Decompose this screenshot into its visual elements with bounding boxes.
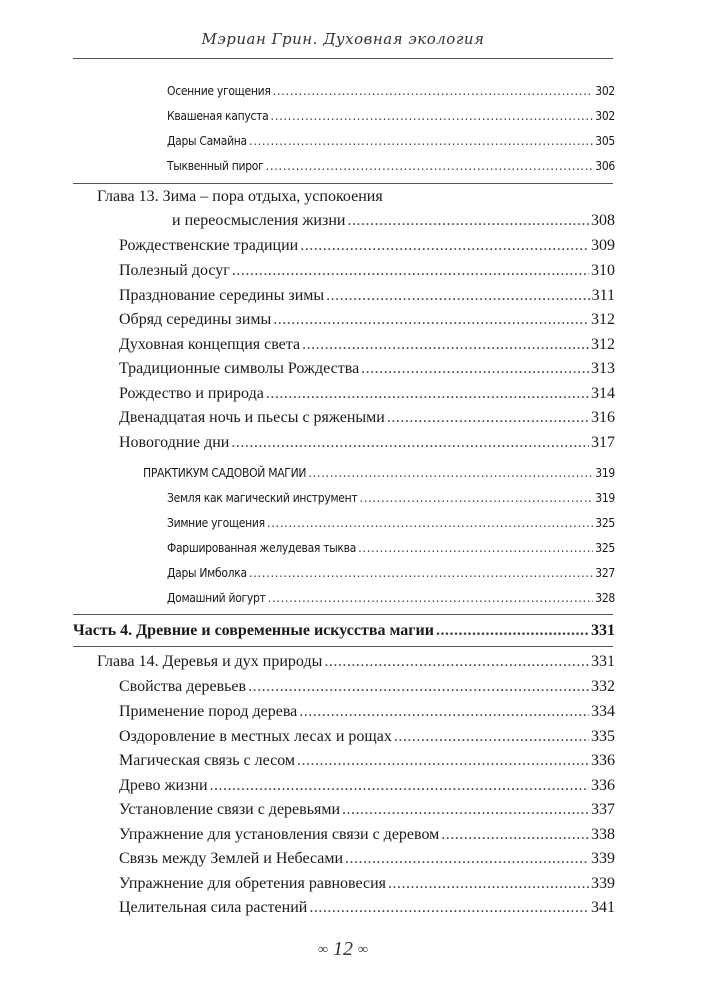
toc-entry-title: Дары Имболка: [167, 566, 247, 580]
toc-entry-title: Дары Самайна: [167, 134, 247, 148]
section-divider: [73, 646, 613, 647]
toc-entry-page: 302: [595, 109, 615, 123]
dot-leader: [359, 491, 593, 505]
toc-entry[interactable]: [119, 703, 615, 721]
toc-entry[interactable]: [167, 566, 615, 580]
toc-entry[interactable]: [119, 899, 615, 917]
toc-entry[interactable]: [119, 287, 615, 305]
toc-entry-title: Квашеная капуста: [167, 109, 269, 123]
toc-entry[interactable]: [119, 850, 615, 868]
dot-leader: [232, 262, 589, 280]
toc-entry-title: Рождество и природа: [119, 385, 264, 402]
toc-entry-page: 338: [591, 826, 615, 843]
toc-entry-title: Зимние угощения: [167, 516, 265, 530]
toc-entry-page: 327: [595, 566, 615, 580]
toc-entry[interactable]: [119, 409, 615, 427]
toc-entry[interactable]: [167, 159, 615, 173]
toc-entry-page: 319: [595, 491, 615, 505]
toc-entry-page: 308: [591, 212, 615, 229]
toc-entry-title: Магическая связь с лесом: [119, 752, 296, 769]
toc-entry[interactable]: [119, 752, 615, 770]
dot-leader: [394, 728, 589, 746]
dot-leader: [266, 385, 589, 403]
toc-entry-title: Применение пород дерева: [119, 703, 298, 720]
dot-leader: [300, 237, 589, 255]
toc-entry-page: 316: [591, 409, 615, 426]
toc-entry-title: Оздоровление в местных лесах и рощах: [119, 728, 392, 745]
part-heading[interactable]: [73, 622, 615, 640]
toc-entry-title: Празднование середины зимы: [119, 287, 325, 304]
dot-leader: [249, 566, 594, 580]
page-number: 12: [333, 938, 353, 960]
dot-leader: [297, 752, 589, 770]
toc-entry-title: Фаршированная желудевая тыква: [167, 541, 357, 555]
toc-entry-page: 337: [591, 801, 615, 818]
toc-entry[interactable]: [119, 336, 615, 354]
toc-entry-page: 306: [595, 159, 615, 173]
chapter-heading: [97, 188, 615, 206]
toc-entry-title: Упражнение для установления связи с деревом: [119, 826, 440, 843]
dot-leader: [249, 134, 593, 148]
toc-entry-title: Древо жизни: [119, 777, 208, 794]
toc-entry-title: Рождественские традиции: [119, 237, 299, 254]
dot-leader: [210, 777, 589, 795]
dot-leader: [267, 516, 594, 530]
toc-entry[interactable]: [119, 875, 615, 893]
toc-entry-page: 312: [591, 311, 615, 328]
toc-entry-page: 336: [591, 752, 615, 769]
toc-entry-title: Установление связи с деревьями: [119, 801, 341, 818]
dot-leader: [273, 84, 594, 98]
toc-entry[interactable]: [119, 728, 615, 746]
toc-entry-title: Глава 14. Деревья и дух природы: [97, 653, 323, 670]
page-footer: [73, 938, 613, 961]
toc-entry-page: 314: [591, 385, 615, 402]
toc-entry[interactable]: [119, 678, 615, 696]
chapter-title: Глава 13. Зима – пора отдыха, успокоения: [97, 188, 383, 205]
toc-entry-page: 305: [595, 134, 615, 148]
toc-entry-title: Традиционные символы Рождества: [119, 360, 360, 377]
toc-entry[interactable]: [97, 653, 615, 671]
toc-entry-title: Свойства деревьев: [119, 678, 247, 695]
toc-entry-title: Обряд середины зимы: [119, 311, 272, 328]
ornament-left-icon: ∞: [318, 942, 328, 958]
toc-entry-page: 310: [591, 262, 615, 279]
toc-entry[interactable]: [167, 491, 615, 505]
toc-entry-page: 325: [595, 516, 615, 530]
toc-entry-title: и переосмысления жизни: [172, 212, 346, 229]
toc-entry[interactable]: [119, 801, 615, 819]
dot-leader: [441, 826, 589, 844]
toc-entry-title: Двенадцатая ночь и пьесы с ряжеными: [119, 409, 385, 426]
dot-leader: [358, 541, 593, 555]
dot-leader: [324, 653, 589, 671]
toc-entry-title: ПРАКТИКУМ САДОВОЙ МАГИИ: [143, 466, 307, 480]
dot-leader: [265, 159, 593, 173]
dot-leader: [309, 899, 589, 917]
dot-leader: [299, 703, 589, 721]
toc-entry[interactable]: [167, 109, 615, 123]
toc-entry[interactable]: [167, 84, 615, 98]
toc-entry-page: 311: [591, 287, 615, 304]
toc-entry-page: 331: [591, 622, 615, 639]
toc-entry[interactable]: [119, 385, 615, 403]
toc-entry[interactable]: [119, 434, 615, 452]
dot-leader: [308, 466, 593, 480]
toc-entry[interactable]: [119, 360, 615, 378]
dot-leader: [361, 360, 589, 378]
toc-entry-title: Упражнение для обретения равновесия: [119, 875, 387, 892]
toc-entry-page: 341: [591, 899, 615, 916]
toc-entry-page: 317: [591, 434, 615, 451]
dot-leader: [326, 287, 589, 305]
toc-entry-title: Духовная концепция света: [119, 336, 301, 353]
toc-entry[interactable]: [167, 541, 615, 555]
toc-entry[interactable]: [119, 262, 615, 280]
toc-entry-page: 331: [591, 653, 615, 670]
dot-leader: [388, 875, 589, 893]
toc-entry-title: Осенние угощения: [167, 84, 271, 98]
toc-entry[interactable]: [172, 212, 615, 230]
toc-entry[interactable]: [167, 516, 615, 530]
toc-entry[interactable]: [167, 134, 615, 148]
dot-leader: [436, 622, 589, 640]
toc-entry-page: 312: [591, 336, 615, 353]
dot-leader: [302, 336, 589, 354]
dot-leader: [347, 212, 589, 230]
toc-entry[interactable]: [119, 311, 615, 329]
dot-leader: [345, 850, 589, 868]
section-divider: [73, 183, 613, 184]
toc-entry-page: 336: [591, 777, 615, 794]
toc-entry[interactable]: [143, 466, 615, 480]
toc-entry[interactable]: [167, 591, 615, 605]
toc-entry-title: Новогодние дни: [119, 434, 230, 451]
toc-entry-title: Часть 4. Древние и современные искусства магии: [73, 622, 434, 639]
running-header: Мэриан Грин. Духовная экология: [201, 30, 485, 48]
toc-entry-title: Домашний йогурт: [167, 591, 266, 605]
toc-entry-page: 335: [591, 728, 615, 745]
toc-entry-page: 339: [591, 850, 615, 867]
dot-leader: [387, 409, 589, 427]
toc-entry-page: 334: [591, 703, 615, 720]
toc-entry[interactable]: [119, 826, 615, 844]
section-divider: [73, 614, 613, 615]
toc-entry-page: 325: [595, 541, 615, 555]
toc-entry-title: Полезный досуг: [119, 262, 230, 279]
dot-leader: [268, 591, 594, 605]
header-rule: [73, 58, 613, 59]
dot-leader: [231, 434, 589, 452]
ornament-right-icon: ∞: [358, 942, 368, 958]
toc-entry-page: 339: [591, 875, 615, 892]
toc-entry-page: 302: [595, 84, 615, 98]
toc-entry-page: 319: [595, 466, 615, 480]
dot-leader: [248, 678, 589, 696]
dot-leader: [342, 801, 589, 819]
toc-entry-title: Тыквенный пирог: [167, 159, 264, 173]
toc-entry-title: Земля как магический инструмент: [167, 491, 358, 505]
toc-entry-page: 328: [595, 591, 615, 605]
toc-entry-title: Связь между Землей и Небесами: [119, 850, 344, 867]
dot-leader: [273, 311, 589, 329]
toc-entry-page: 332: [591, 678, 615, 695]
toc-entry[interactable]: [119, 237, 615, 255]
toc-entry-title: Целительная сила растений: [119, 899, 308, 916]
dot-leader: [270, 109, 593, 123]
toc-entry[interactable]: [119, 777, 615, 795]
toc-entry-page: 309: [591, 237, 615, 254]
toc-entry-page: 313: [591, 360, 615, 377]
